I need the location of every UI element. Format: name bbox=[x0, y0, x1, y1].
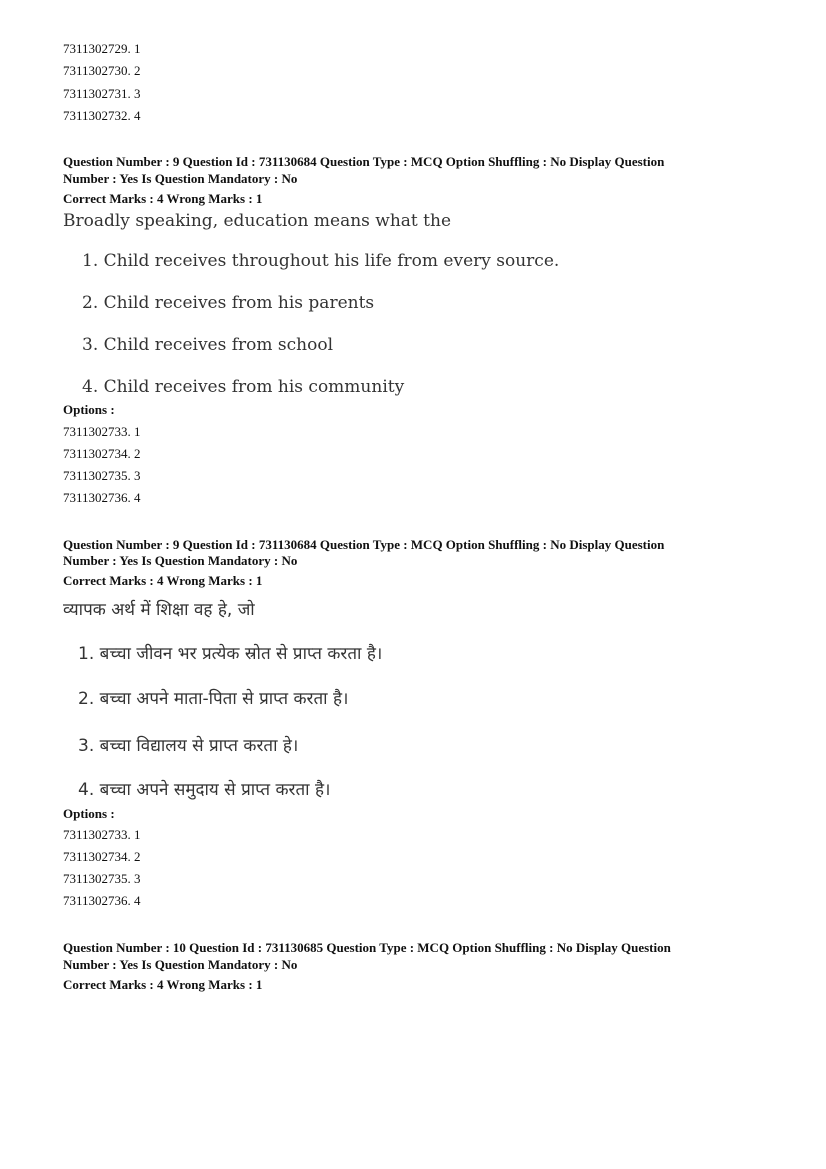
option-item: 7311302732. 4 bbox=[63, 108, 141, 123]
choice-item: 2. Child receives from his parents bbox=[82, 293, 375, 313]
question-text: Broadly speaking, education means what the bbox=[63, 211, 452, 231]
choice-item: 1. बच्चा जीवन भर प्रत्येक स्रोत से प्राप्त करता है। bbox=[78, 644, 383, 664]
choice-item: 1. Child receives throughout his life from every source. bbox=[82, 251, 560, 271]
question-header: Number : Yes Is Question Mandatory : No bbox=[63, 957, 298, 972]
question-header: Question Number : 9 Question Id : 731130684 Question Type : MCQ Option Shuffling : No Display Question bbox=[63, 537, 665, 552]
option-item: 7311302736. 4 bbox=[63, 490, 141, 505]
option-item: 7311302734. 2 bbox=[63, 446, 141, 461]
option-item: 7311302730. 2 bbox=[63, 63, 141, 78]
options-label: Options : bbox=[63, 806, 115, 821]
option-item: 7311302731. 3 bbox=[63, 86, 141, 101]
choice-item: 3. बच्चा विद्यालय से प्राप्त करता हे। bbox=[78, 736, 299, 756]
option-item: 7311302729. 1 bbox=[63, 41, 141, 56]
question-header: Number : Yes Is Question Mandatory : No bbox=[63, 553, 298, 568]
option-item: 7311302733. 1 bbox=[63, 424, 141, 439]
question-header: Number : Yes Is Question Mandatory : No bbox=[63, 171, 298, 186]
marks-line: Correct Marks : 4 Wrong Marks : 1 bbox=[63, 191, 263, 206]
question-text: व्यापक अर्थ में शिक्षा वह हे, जो bbox=[63, 600, 255, 620]
choice-item: 4. बच्चा अपने समुदाय से प्राप्त करता है। bbox=[78, 780, 331, 800]
option-item: 7311302735. 3 bbox=[63, 468, 141, 483]
marks-line: Correct Marks : 4 Wrong Marks : 1 bbox=[63, 977, 263, 992]
option-item: 7311302734. 2 bbox=[63, 849, 141, 864]
choice-item: 3. Child receives from school bbox=[82, 335, 334, 355]
choice-item: 4. Child receives from his community bbox=[82, 377, 405, 397]
option-item: 7311302735. 3 bbox=[63, 871, 141, 886]
question-header: Question Number : 10 Question Id : 731130685 Question Type : MCQ Option Shuffling : No Display Question bbox=[63, 940, 671, 955]
question-header: Question Number : 9 Question Id : 731130684 Question Type : MCQ Option Shuffling : No Display Question bbox=[63, 154, 665, 169]
options-label: Options : bbox=[63, 402, 115, 417]
choice-item: 2. बच्चा अपने माता-पिता से प्राप्त करता है। bbox=[78, 689, 349, 709]
marks-line: Correct Marks : 4 Wrong Marks : 1 bbox=[63, 573, 263, 588]
option-item: 7311302736. 4 bbox=[63, 893, 141, 908]
option-item: 7311302733. 1 bbox=[63, 827, 141, 842]
